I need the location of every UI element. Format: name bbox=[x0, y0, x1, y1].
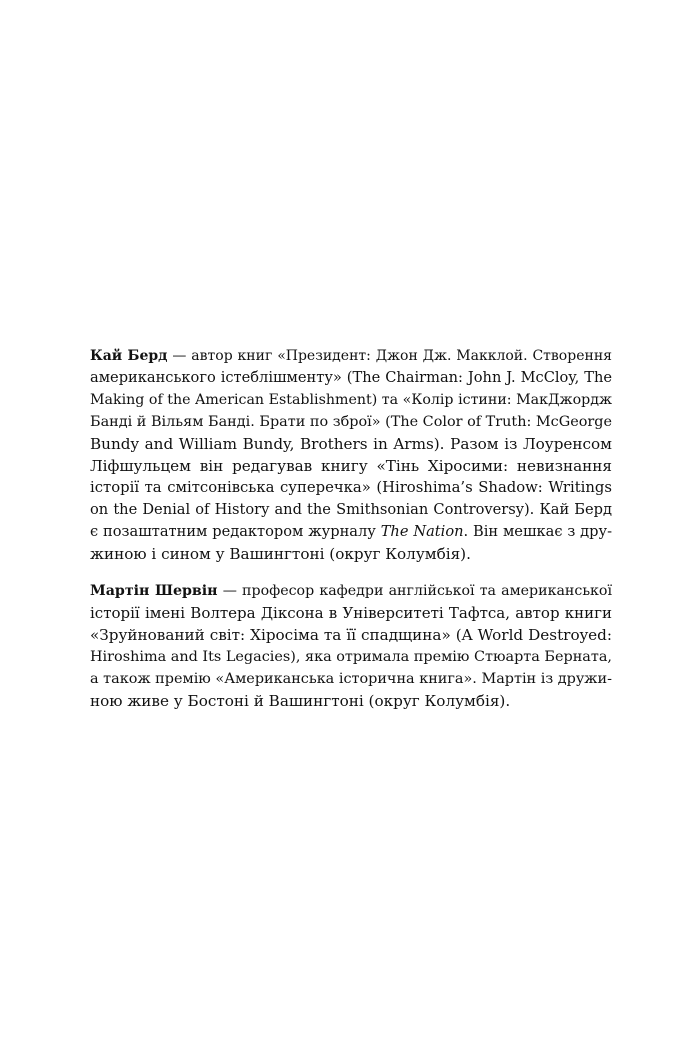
bio-line: ною живе у Бостоні й Вашингтоні (округ Колумбія). bbox=[90, 692, 511, 710]
bio-text: . Він мешкає з дру- bbox=[463, 523, 612, 540]
bio-line: Making of the American Establishment) та «Колір істини: МакДжордж bbox=[90, 392, 612, 408]
bio-text: — професор кафедри англійської та американської bbox=[217, 583, 612, 599]
bio-line: а також премію «Американська історична книга». Мартін із дружи- bbox=[90, 671, 612, 687]
bio-text: є позаштатним редактором журналу bbox=[90, 523, 381, 540]
bio-line: Hiroshima and Its Legacies), яка отримала премію Стюарта Берната, bbox=[90, 649, 612, 665]
author-bio-martin-sherwin bbox=[90, 580, 612, 712]
bio-line: Ліфшульцем він редагував книгу «Тінь Хіросими: невизнання bbox=[90, 457, 612, 475]
bio-line: on the Denial of History and the Smithsonian Controversy). Кай Берд bbox=[90, 501, 612, 518]
bio-line: історії та смітсонівська суперечка» (Hiroshima’s Shadow: Writings bbox=[90, 479, 612, 496]
bio-text: — автор книг «Президент: Джон Дж. Макклой. Створення bbox=[167, 348, 612, 364]
bio-line: історії імені Волтера Діксона в Університеті Тафтса, автор книги bbox=[90, 604, 612, 622]
bio-line: «Зруйнований світ: Хіросіма та її спадщина» (A World Destroyed: bbox=[90, 626, 612, 644]
bio-line: Bundy and William Bundy, Brothers in Arms). Разом із Лоуренсом bbox=[90, 435, 612, 453]
bio-line bbox=[90, 521, 612, 543]
bio-line bbox=[90, 345, 612, 367]
bio-line bbox=[90, 580, 612, 602]
bio-line: жиною і сином у Вашингтоні (округ Колумбія). bbox=[90, 545, 471, 563]
bio-line: Банді й Вільям Банді. Брати по зброї» (The Color of Truth: McGeorge bbox=[90, 414, 612, 430]
author-name: Мартін Шервін bbox=[90, 583, 218, 599]
author-bio-kai-bird bbox=[90, 345, 612, 565]
bio-line: американського істеблішменту» (The Chairman: John J. McCloy, The bbox=[90, 369, 612, 386]
author-name: Кай Берд bbox=[90, 348, 168, 364]
journal-title: The Nation bbox=[380, 523, 464, 540]
